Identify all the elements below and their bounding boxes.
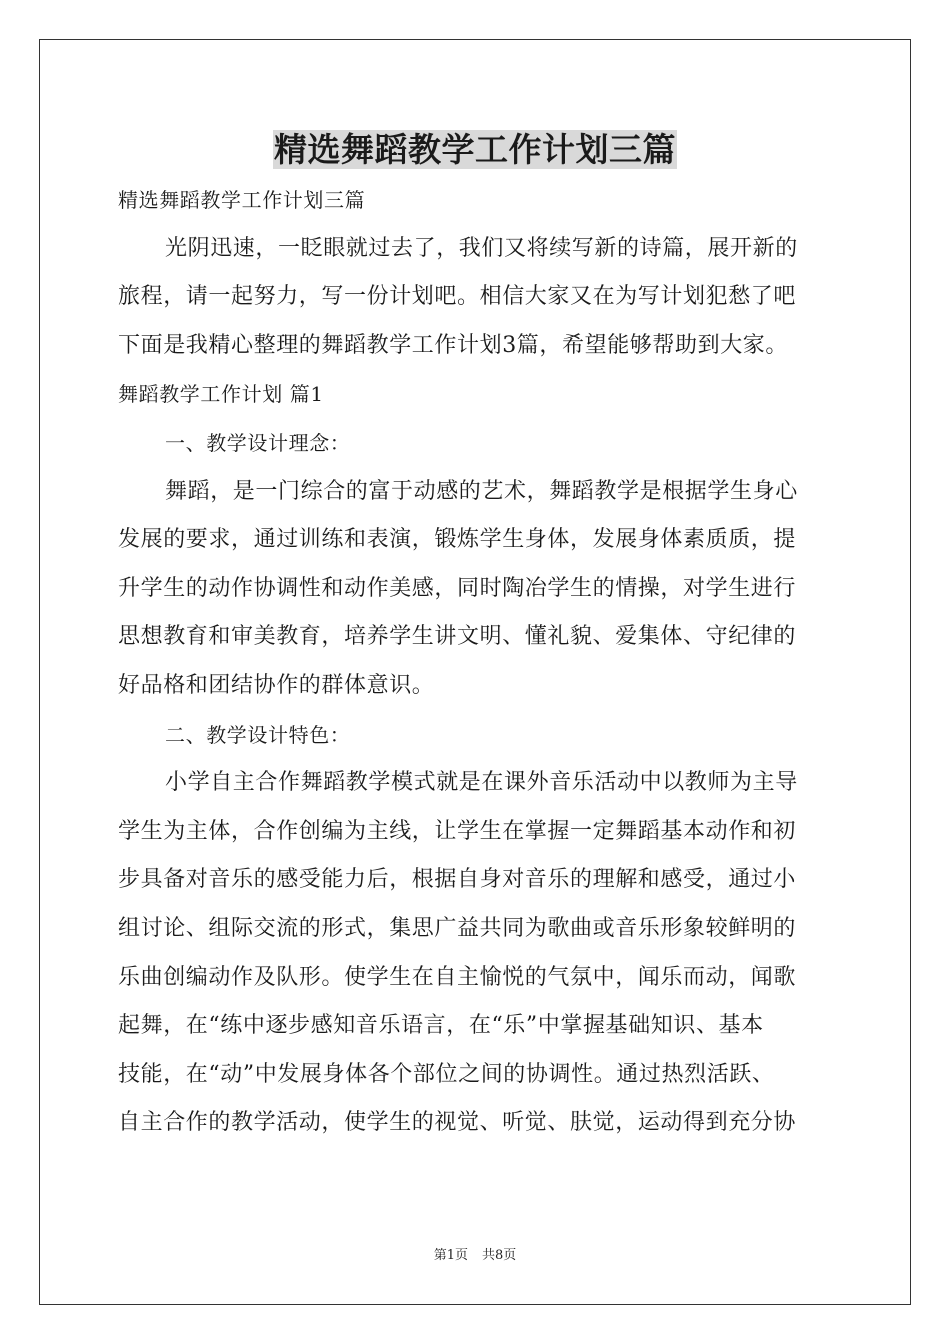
subsection-heading: 一、教学设计理念： [165,430,351,455]
page-total: 共8页 [482,1248,517,1263]
paragraph-line: 乐曲创编动作及队形。使学生在自主愉悦的气氛中，闻乐而动，闻歌 [118,964,797,990]
paragraph-line: 自主合作的教学活动，使学生的视觉、听觉、肤觉，运动得到充分协 [118,1110,797,1136]
paragraph-line: 舞蹈，是一门综合的富于动感的艺术，舞蹈教学是根据学生身心 [165,478,798,504]
paragraph-line: 学生为主体，合作创编为主线，让学生在掌握一定舞蹈基本动作和初 [118,818,797,844]
paragraph-line: 起舞，在“练中逐步感知音乐语言，在“乐”中掌握基础知识、基本 [118,1013,764,1039]
document-title-text: 精选舞蹈教学工作计划三篇 [274,130,676,169]
paragraph-line: 发展的要求，通过训练和表演，锻炼学生身体，发展身体素质质，提 [118,527,797,553]
document-title [0,126,950,174]
section-heading: 舞蹈教学工作计划 篇1 [118,382,324,407]
paragraph-line: 思想教育和审美教育，培养学生讲文明、懂礼貌、爱集体、守纪律的 [118,624,797,650]
paragraph-line: 光阴迅速，一眨眼就过去了，我们又将续写新的诗篇，展开新的 [165,235,798,261]
subtitle-line: 精选舞蹈教学工作计划三篇 [118,188,366,212]
paragraph-line: 组讨论、组际交流的形式，集思广益共同为歌曲或音乐形象较鲜明的 [118,915,797,941]
page-footer [0,1247,950,1265]
page-number: 第1页 [433,1248,468,1263]
paragraph-line: 旅程，请一起努力，写一份计划吧。相信大家又在为写计划犯愁了吧 [118,284,797,310]
document-body [118,176,832,1148]
paragraph-line: 技能，在“动”中发展身体各个部位之间的协调性。通过热烈活跃、 [118,1061,775,1087]
paragraph-line: 小学自主合作舞蹈教学模式就是在课外音乐活动中以教师为主导 [165,770,798,796]
paragraph-line: 好品格和团结协作的群体意识。 [118,672,435,698]
paragraph-line: 升学生的动作协调性和动作美感，同时陶冶学生的情操，对学生进行 [118,575,797,601]
paragraph-line: 步具备对音乐的感受能力后，根据自身对音乐的理解和感受，通过小 [118,867,797,893]
paragraph-line: 下面是我精心整理的舞蹈教学工作计划3篇，希望能够帮助到大家。 [118,332,788,358]
subsection-heading: 二、教学设计特色： [165,722,351,747]
